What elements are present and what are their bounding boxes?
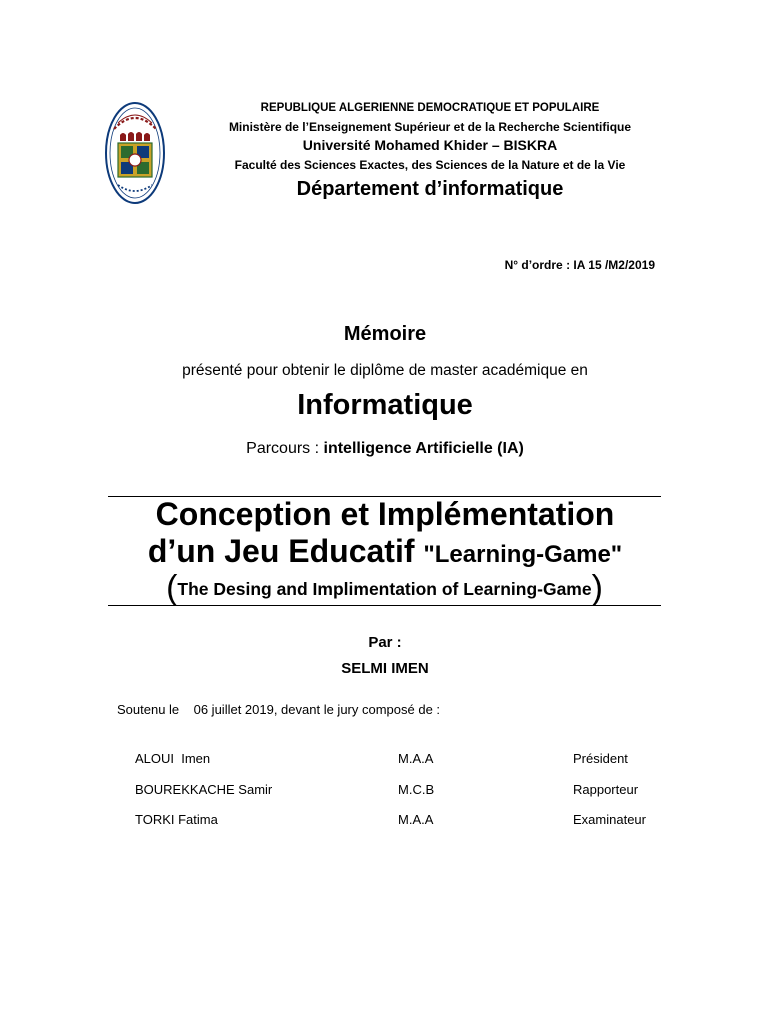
faculty-name: Faculté des Sciences Exactes, des Sciences de la Nature et de la Vie: [234, 158, 626, 172]
thesis-title-line1: Conception et Implémentation: [155, 496, 615, 532]
author-name: SELMI IMEN: [341, 660, 429, 677]
track-value: intelligence Artificielle (IA): [323, 440, 524, 457]
jury-row: [0, 782, 770, 802]
field-heading: Informatique: [297, 389, 473, 421]
jury-grade: M.A.A: [398, 812, 434, 827]
memoire-heading: Mémoire: [343, 323, 427, 345]
jury-row: [0, 751, 770, 771]
jury-name: TORKI Fatima: [135, 812, 218, 827]
track-label: Parcours :: [246, 440, 324, 457]
jury-role: Rapporteur: [573, 782, 639, 797]
republic-heading: REPUBLIQUE ALGERIENNE DEMOCRATIQUE ET POPULAIRE: [260, 102, 600, 114]
order-number: N° d’ordre : IA 15 /M2/2019: [504, 258, 655, 272]
university-name: Université Mohamed Khider – BISKRA: [302, 137, 558, 153]
thesis-subtitle: [108, 569, 661, 608]
title-line2-quoted: "Learning-Game": [423, 541, 623, 568]
subtitle-text: The Desing and Implimentation of Learning-Game: [177, 579, 592, 599]
jury-role: Examinateur: [573, 812, 646, 827]
jury-row: [0, 812, 770, 832]
department-name: Département d’informatique: [296, 178, 564, 200]
university-emblem-icon: [104, 101, 166, 205]
ministry-heading: Ministère de l’Enseignement Supérieur et de la Recherche Scientifique: [228, 120, 632, 134]
jury-name: ALOUI Imen: [135, 751, 211, 766]
jury-grade: M.A.A: [398, 751, 434, 766]
par-label: Par :: [368, 634, 402, 651]
presented-text: présenté pour obtenir le diplôme de master académique en: [182, 362, 588, 379]
track-line: [0, 440, 770, 458]
jury-role: Président: [573, 751, 628, 766]
defense-statement: Soutenu le 06 juillet 2019, devant le jury composé de :: [117, 702, 441, 717]
jury-grade: M.C.B: [398, 782, 435, 797]
jury-name: BOUREKKACHE Samir: [135, 782, 273, 797]
title-line2-main: d’un Jeu Educatif: [147, 533, 424, 569]
subtitle-paren-open: (: [166, 569, 178, 607]
thesis-title-line2: [0, 533, 770, 570]
subtitle-paren-close: ): [591, 569, 603, 607]
title-bottom-rule: [108, 605, 661, 606]
